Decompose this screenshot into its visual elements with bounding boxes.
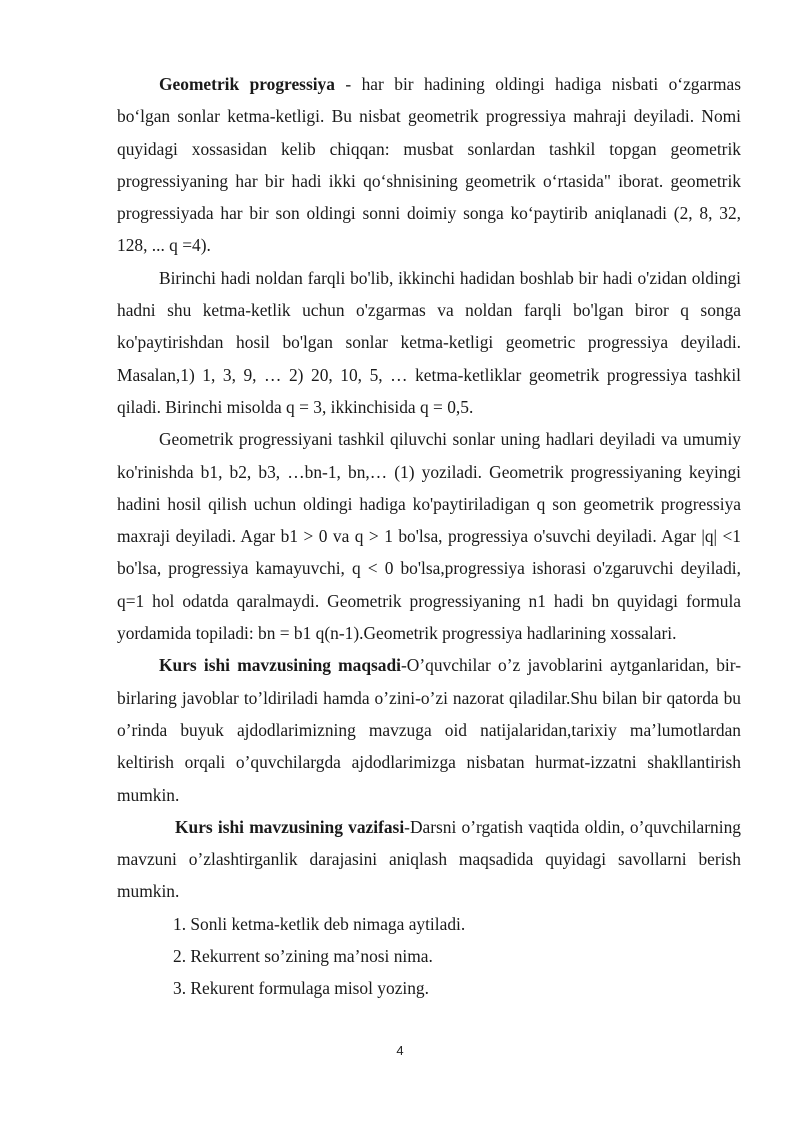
term-course-goal: Kurs ishi mavzusining maqsadi xyxy=(159,655,402,676)
page-number: 4 xyxy=(396,1043,404,1058)
term-course-task: Kurs ishi mavzusining vazifasi xyxy=(175,816,405,837)
paragraph-text: -O’quvchilar o’z javoblarini aytganlaridan, bir-birlaring javoblar to’ldiriladi hamda o’zini-o’zi nazorat qiladilar.Shu bilan bir qatorda bu o’rinda buyuk ajdodlarimizning mavzuga oid natijalaridan,tarixiy ma’lumotlardan keltirish orqali o’quvchilargda ajdodlarimizga nisbatan hurmat-izzatni shakllantirish mumkin. xyxy=(117,655,742,805)
paragraph-course-goal xyxy=(117,649,741,810)
term-geometrik-progressiya: Geometrik progressiya xyxy=(159,74,335,94)
question-item: 1. Sonli ketma-ketlik deb nimaga aytiladi. xyxy=(173,913,466,934)
question-item: 2. Rekurrent so’zining ma’nosi nima. xyxy=(173,946,433,967)
paragraph-text: - har bir hadining oldingi hadiga nisbati o‘zgarmas bo‘lgan sonlar ketma-ketligi. Bu nisbat geometrik progressiya mahraji deyiladi. Nomi quyidagi xossasidan kelib chiqqan: musbat sonlardan tashkil topgan geometrik progressiyaning har bir hadi ikki qo‘shnisining geometrik o‘rtasida" iborat. geometrik progressiyada har bir son oldingi sonni doimiy songa ko‘paytirib aniqlanadi (2, 8, 32, 128, ... q =4). xyxy=(117,74,742,256)
paragraph-first-term xyxy=(117,262,741,423)
question-list xyxy=(117,908,741,1005)
paragraph-terms-and-ratio xyxy=(117,423,741,649)
question-item: 3. Rekurent formulaga misol yozing. xyxy=(173,978,429,999)
paragraph-text: -Darsni o’rgatish vaqtida oldin, o’quvchilarning mavzuni o’zlashtirganlik darajasini aniqlash maqsadida quyidagi savollarni berish mumkin. xyxy=(117,816,741,902)
paragraph-course-task xyxy=(117,811,741,908)
paragraph-text: Birinchi hadi noldan farqli bo'lib, ikkinchi hadidan boshlab bir hadi o'zidan oldingi hadni shu ketma-ketlik uchun o'zgarmas va noldan farqli bo'lgan biror q songa ko'paytirishdan hosil bo'lgan sonlar ketma-ketligi geometric progressiya deyiladi. Masalan,1) 1, 3, 9, … 2) 20, 10, 5, … ketma-ketliklar geometrik progressiya tashkil qiladi. Birinchi misolda q = 3, ikkinchisida q = 0,5. xyxy=(117,267,741,417)
paragraph-text: Geometrik progressiyani tashkil qiluvchi sonlar uning hadlari deyiladi va umumiy ko'rinishda b1, b2, b3, …bn-1, bn,… (1) yoziladi. Geometrik progressiyaning keyingi hadini hosil qilish uchun oldingi hadiga ko'paytiriladigan q son geometrik progressiya maxraji deyiladi. Agar b1 > 0 va q > 1 bo'lsa, progressiya o'suvchi deyiladi. Agar |q| <1 bo'lsa, progressiya kamayuvchi, q < 0 bo'lsa,progressiya ishorasi o'zgaruvchi deyiladi, q=1 hol odatda qaralmaydi. Geometrik progressiyaning n1 hadi bn quyidagi formula yordamida topiladi: bn = b1 q(n-1).Geometrik progressiya hadlarining xossalari. xyxy=(117,429,741,644)
document-page xyxy=(117,68,741,1005)
paragraph-geometric-progression-definition xyxy=(117,68,741,262)
